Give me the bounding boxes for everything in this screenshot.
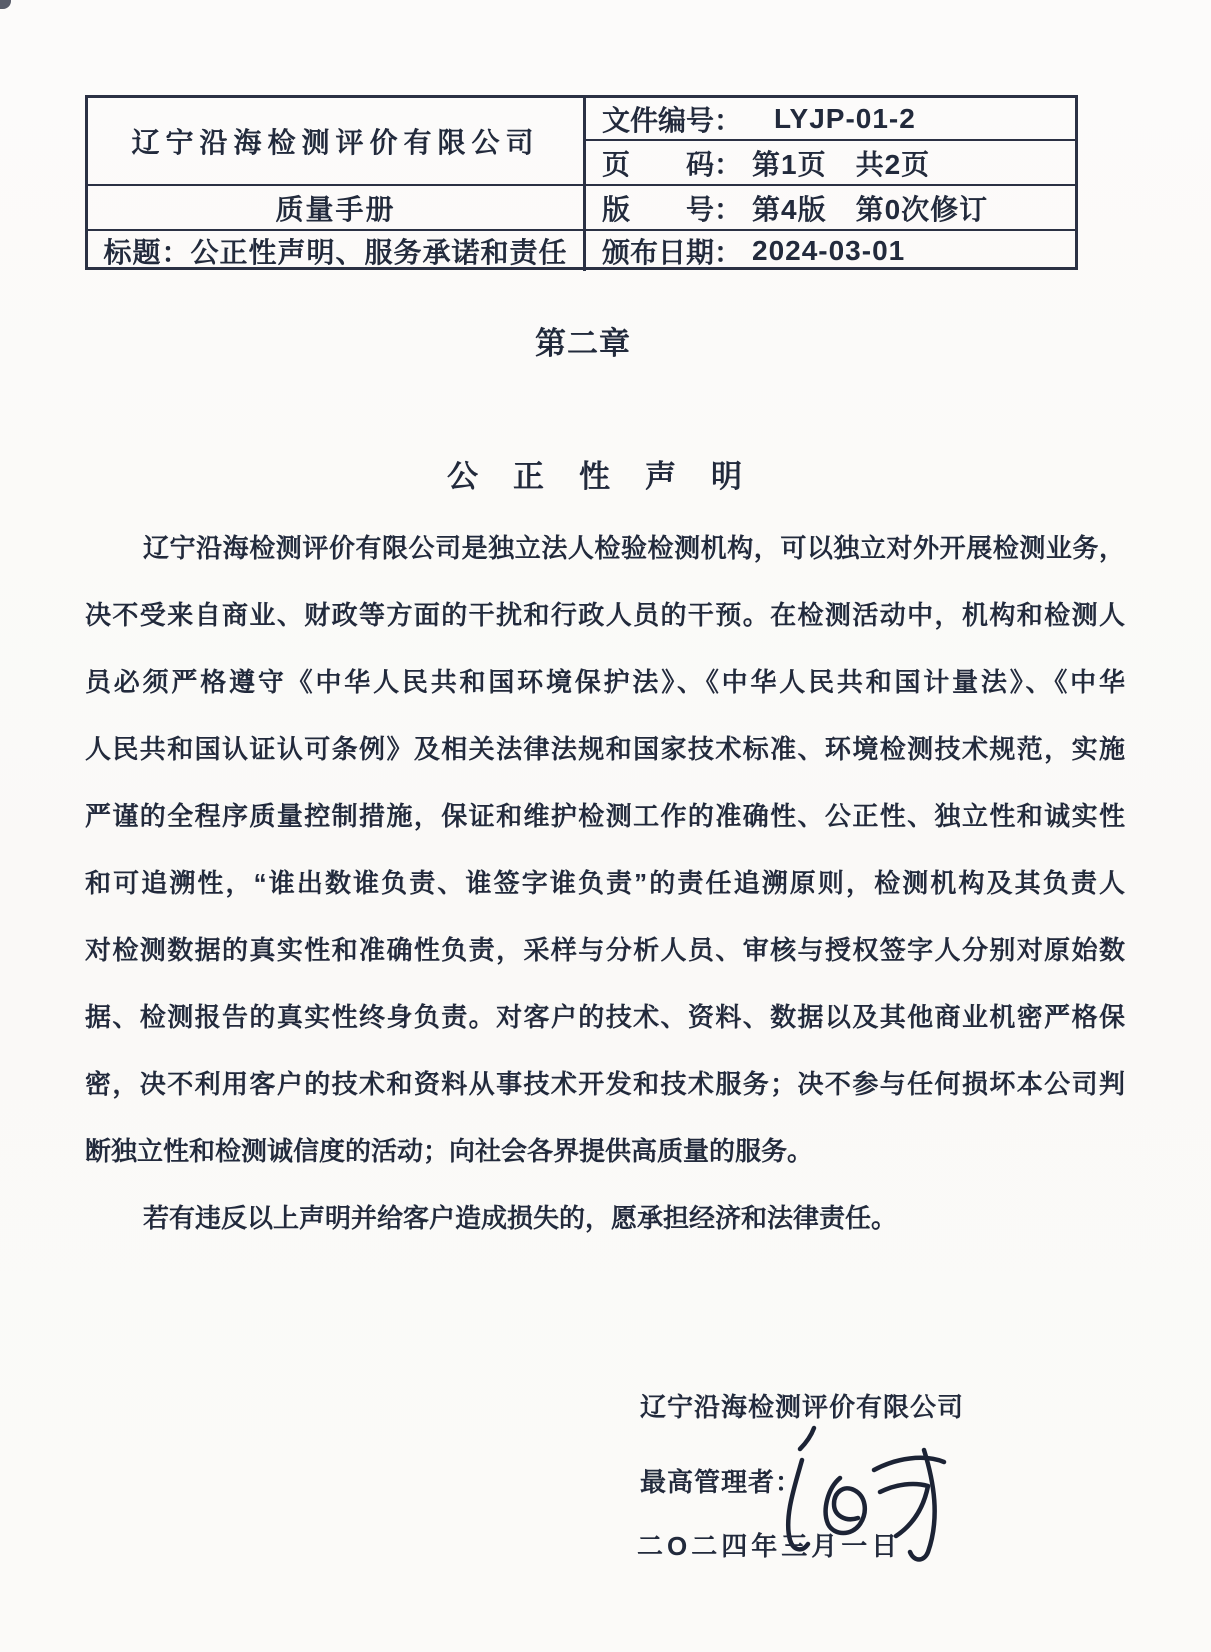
issue-date-label: 颁布日期：: [602, 237, 743, 268]
version-label: 版 号：: [602, 193, 743, 225]
version-row: [586, 186, 1075, 231]
scan-corner-artifact: [0, 0, 11, 9]
statement-title: 公正性声明: [447, 459, 777, 494]
manual-name-cell: [88, 186, 586, 231]
doc-title-cell: [88, 231, 586, 271]
version-value: 第4版 第0次修订: [752, 193, 989, 225]
signature-company: 辽宁沿海检测评价有限公司: [640, 1392, 965, 1422]
company-name-cell: [88, 98, 586, 186]
body-line: 对检测数据的真实性和准确性负责，采样与分析人员、审核与授权签字人分别对原始数: [85, 935, 1125, 965]
company-name: 辽宁沿海检测评价有限公司: [131, 127, 540, 158]
body-line: 员必须严格遵守《中华人民共和国环境保护法》、《中华人民共和国计量法》、《中华: [85, 667, 1125, 697]
body-line: 断独立性和检测诚信度的活动；向社会各界提供高质量的服务。: [85, 1136, 814, 1166]
statement-body: [85, 515, 1125, 1252]
signature-date: 二O二四年三月一日: [637, 1531, 902, 1561]
page-number-value: 第1页 共2页: [752, 148, 931, 180]
issue-date-row: [586, 231, 1075, 271]
doc-number-value: LYJP-01-2: [774, 102, 916, 134]
doc-number-label: 文件编号：: [602, 104, 743, 136]
body-line: 人民共和国认证认可条例》及相关法律法规和国家技术标准、环境检测技术规范，实施: [85, 734, 1125, 764]
issue-date-value: 2024-03-01: [752, 235, 906, 266]
manual-name: 质量手册: [275, 193, 396, 225]
doc-title: 标题：公正性声明、服务承诺和责任: [103, 237, 568, 268]
body-line: 辽宁沿海检测评价有限公司是独立法人检验检测机构，可以独立对外开展检测业务，: [143, 533, 1125, 563]
chapter-heading: 第二章: [535, 326, 631, 361]
closing-line: 若有违反以上声明并给客户造成损失的，愿承担经济和法律责任。: [143, 1203, 898, 1233]
body-line: 决不受来自商业、财政等方面的干扰和行政人员的干预。在检测活动中，机构和检测人: [85, 600, 1125, 630]
body-line: 据、检测报告的真实性终身负责。对客户的技术、资料、数据以及其他商业机密严格保: [85, 1002, 1125, 1032]
page-number-row: [586, 141, 1075, 186]
body-line: 和可追溯性，“谁出数谁负责、谁签字谁负责”的责任追溯原则，检测机构及其负责人: [85, 868, 1125, 898]
manager-label: 最高管理者：: [640, 1467, 803, 1497]
doc-number-row: [586, 98, 1075, 141]
page-number-label: 页 码：: [602, 148, 743, 180]
body-line: 密，决不利用客户的技术和资料从事技术开发和技术服务；决不参与任何损坏本公司判: [85, 1069, 1125, 1099]
header-table: [85, 95, 1078, 270]
body-line: 严谨的全程序质量控制措施，保证和维护检测工作的准确性、公正性、独立性和诚实性: [85, 801, 1125, 831]
